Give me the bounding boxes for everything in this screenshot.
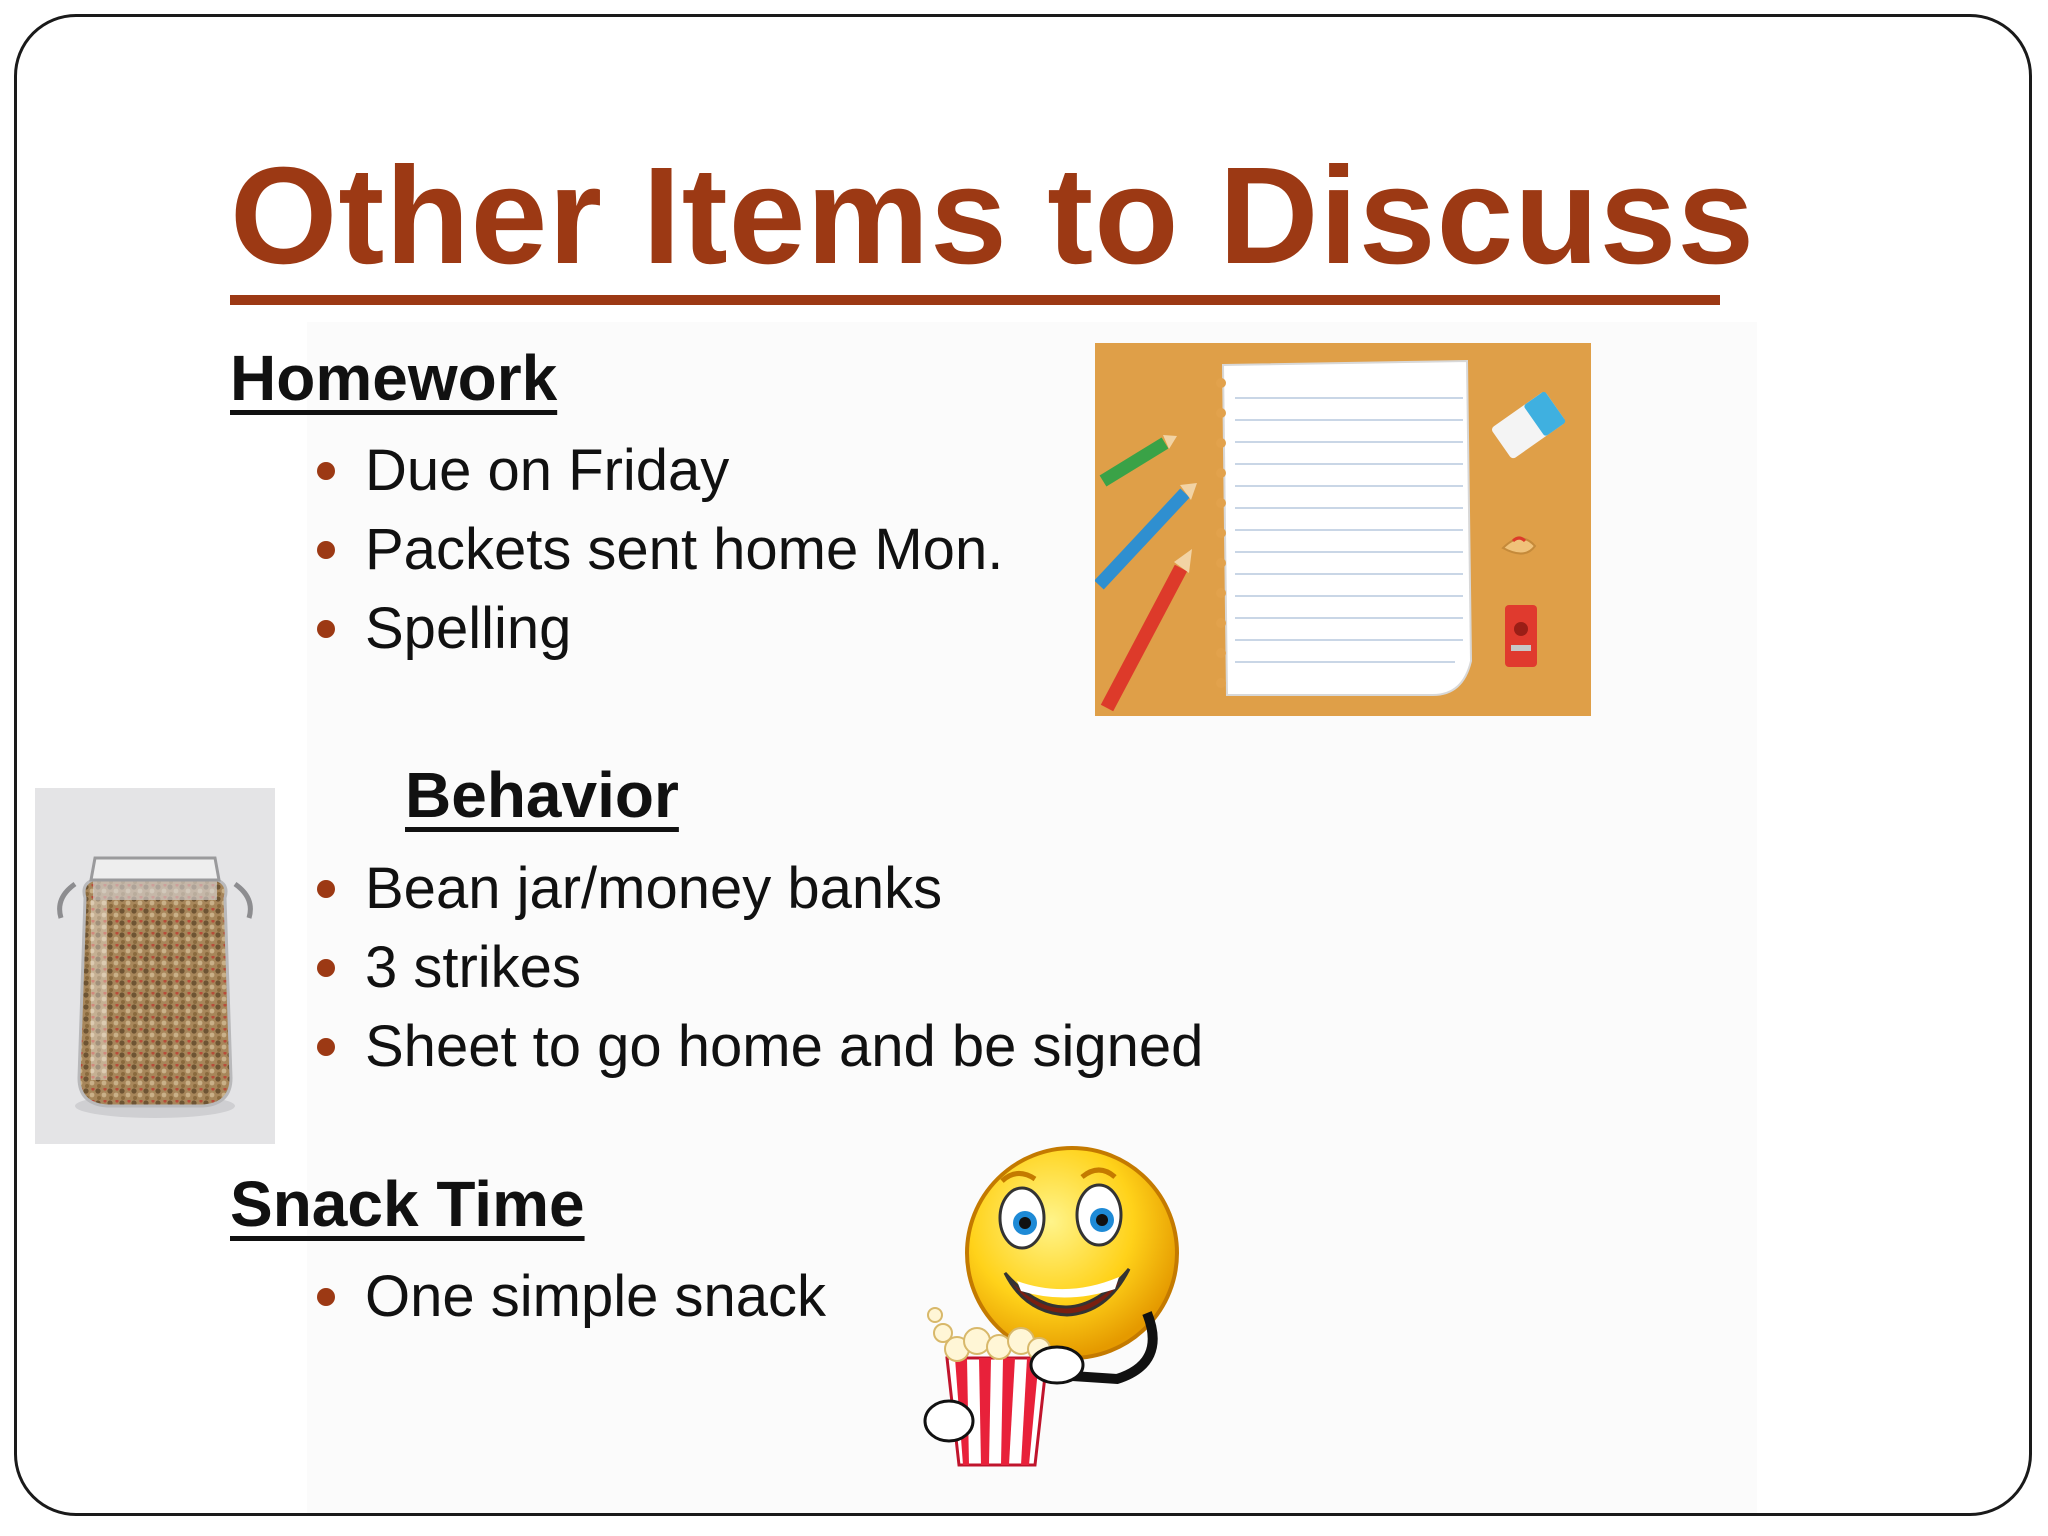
list-item: Packets sent home Mon. bbox=[315, 510, 1003, 589]
bean-jar-image bbox=[35, 788, 275, 1144]
list-item: Due on Friday bbox=[315, 431, 1003, 510]
bullet-icon bbox=[317, 462, 335, 480]
heading-snack-time: Snack Time bbox=[230, 1168, 585, 1240]
slide-frame bbox=[14, 14, 2032, 1516]
heading-behavior: Behavior bbox=[405, 759, 679, 831]
title-underline bbox=[230, 295, 1720, 305]
bullet-icon bbox=[317, 1288, 335, 1306]
notebook-paper-image bbox=[1095, 343, 1591, 716]
smiley-popcorn-image bbox=[907, 1143, 1197, 1473]
list-item: Sheet to go home and be signed bbox=[315, 1007, 1203, 1086]
homework-list bbox=[315, 431, 1003, 668]
bullet-icon bbox=[317, 541, 335, 559]
glove-hand-icon bbox=[925, 1401, 973, 1441]
list-item: Bean jar/money banks bbox=[315, 849, 1203, 928]
bullet-icon bbox=[317, 620, 335, 638]
snack-list bbox=[315, 1257, 826, 1336]
heading-homework: Homework bbox=[230, 342, 558, 414]
list-item: Spelling bbox=[315, 589, 1003, 668]
smiley-face-icon bbox=[967, 1148, 1177, 1358]
bullet-icon bbox=[317, 959, 335, 977]
list-item: 3 strikes bbox=[315, 928, 1203, 1007]
paper-sheet-icon bbox=[1216, 361, 1471, 695]
slide-title: Other Items to Discuss bbox=[230, 139, 1756, 293]
behavior-list bbox=[315, 849, 1203, 1086]
bullet-icon bbox=[317, 1038, 335, 1056]
sharpener-icon bbox=[1505, 605, 1537, 667]
glove-hand-icon bbox=[1031, 1347, 1083, 1383]
list-item: One simple snack bbox=[315, 1257, 826, 1336]
bullet-icon bbox=[317, 880, 335, 898]
